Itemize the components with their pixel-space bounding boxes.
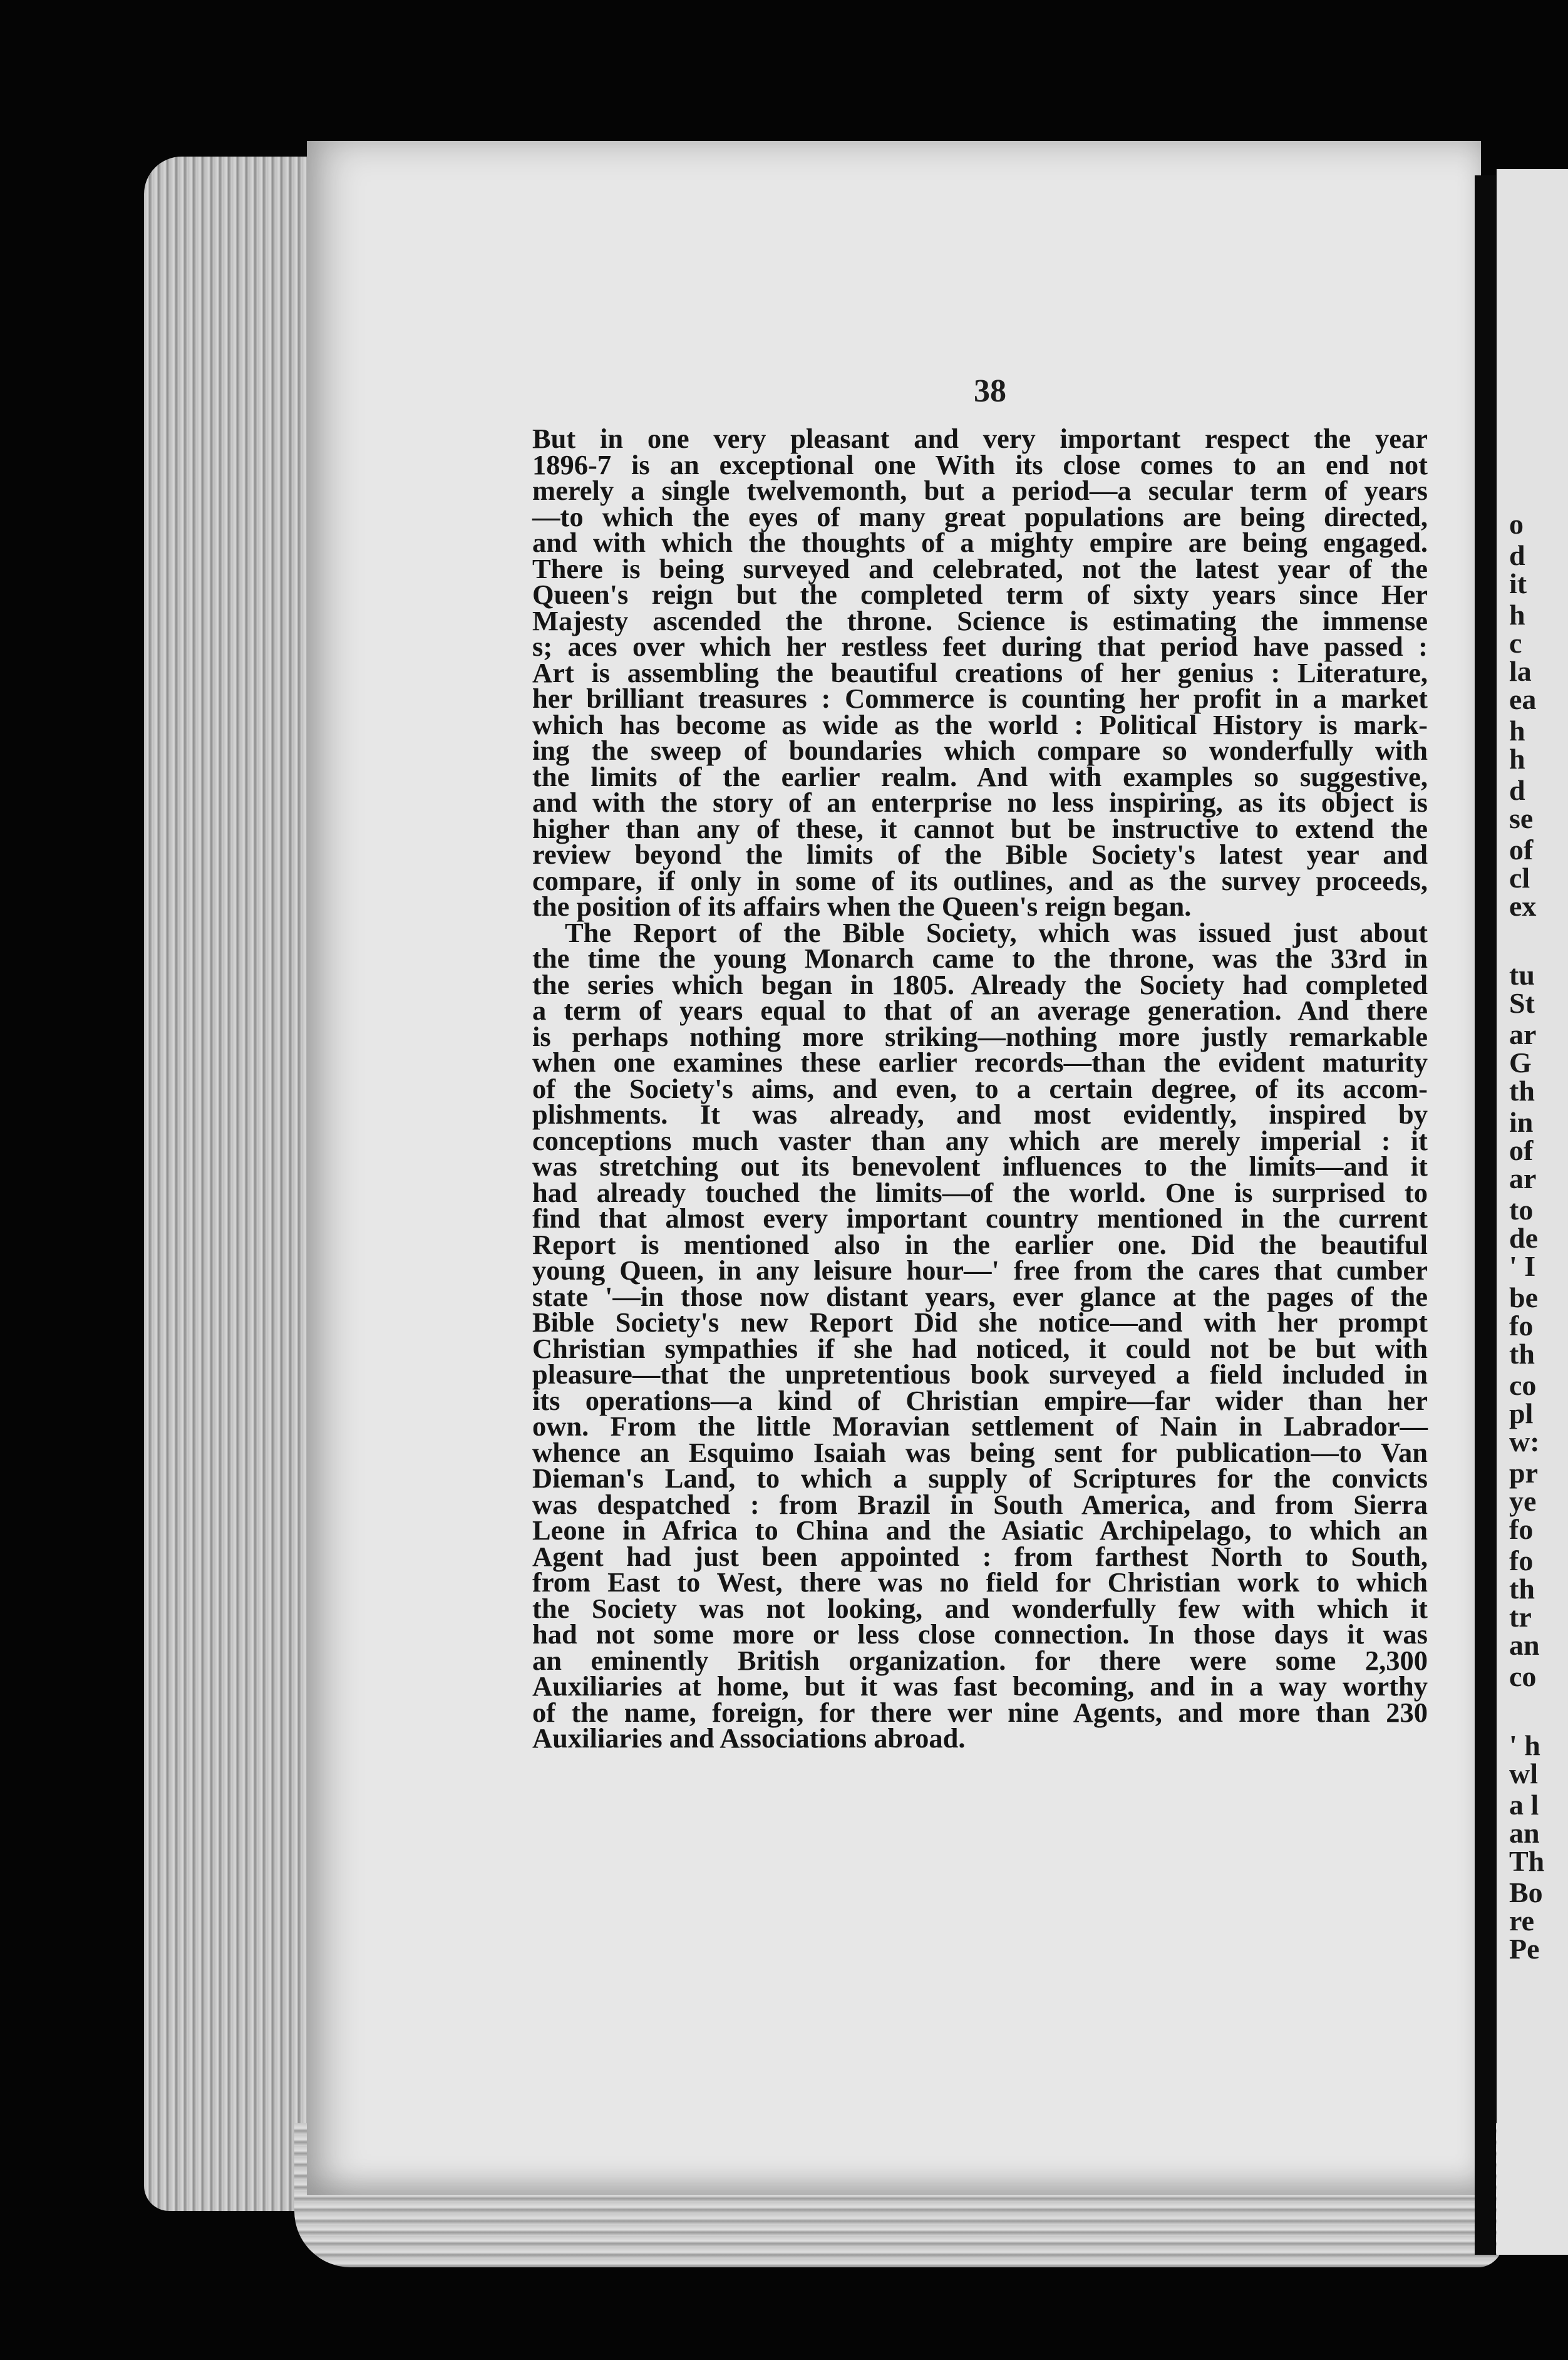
facing-page-fragment: h	[1509, 715, 1525, 747]
facing-page-fragment: Th	[1509, 1845, 1545, 1877]
text-line: the position of its affairs when the Queen's reign began.	[532, 891, 1192, 922]
facing-page-fragment: Pe	[1509, 1933, 1540, 1965]
facing-page-fragment: tr	[1509, 1601, 1532, 1633]
book-gutter	[1475, 175, 1496, 2255]
facing-page-fragment: la	[1509, 655, 1532, 687]
page-number: 38	[974, 373, 1006, 409]
text-line: of the name, foreign, for there wer nine Agents, and more than 230	[532, 1696, 1428, 1728]
facing-page-fragment: h	[1509, 743, 1525, 775]
text-line: a term of years equal to that of an average generation. And there	[532, 995, 1428, 1026]
text-line: from East to West, there was no field for Christian work to which	[532, 1566, 1428, 1598]
facing-page-fragment: th	[1509, 1573, 1535, 1605]
text-line: of the Society's aims, and even, to a certain degree, of its accom-	[532, 1072, 1428, 1104]
text-line: Agent had just been appointed : from farthest North to South,	[532, 1540, 1428, 1572]
facing-page-fragment: fo	[1509, 1513, 1534, 1545]
facing-page-fragment: an	[1509, 1629, 1540, 1661]
facing-page-fragment: ' h	[1509, 1729, 1540, 1761]
facing-page-fragment: Bo	[1509, 1876, 1543, 1908]
text-line: There is being surveyed and celebrated, not the latest year of the	[532, 552, 1428, 584]
page-edges-left	[144, 157, 332, 2211]
facing-page-fragment: ar	[1509, 1018, 1537, 1050]
text-line: —to which the eyes of many great populations are being directed,	[532, 500, 1428, 532]
text-line: and with the story of an enterprise no less inspiring, as its object is	[532, 787, 1428, 818]
text-line: Auxiliaries at home, but it was fast becoming, and in a way worthy	[532, 1670, 1428, 1702]
text-line: The Report of the Bible Society, which was issued just about	[565, 916, 1428, 948]
facing-page-fragment: th	[1509, 1338, 1535, 1370]
text-line: conceptions much vaster than any which are merely imperial : it	[532, 1124, 1428, 1156]
facing-page-fragment: St	[1509, 987, 1535, 1019]
text-line: merely a single twelvemonth, but a period—a secular term of years	[532, 475, 1428, 506]
facing-page-fragment: ar	[1509, 1162, 1537, 1194]
text-line: which has become as wide as the world : Political History is mark-	[532, 708, 1428, 740]
facing-page-fragment: ye	[1509, 1485, 1537, 1517]
facing-page-fragment: o	[1509, 508, 1524, 540]
text-line: an eminently British organization. for there were some 2,300	[532, 1644, 1428, 1676]
facing-page-fragment: re	[1509, 1905, 1535, 1937]
facing-page-fragment: pr	[1509, 1457, 1538, 1489]
text-line: had not some more or less close connection. In those days it was	[532, 1618, 1428, 1650]
text-line: own. From the little Moravian settlement of Nain in Labrador—	[532, 1410, 1428, 1442]
facing-page-fragment: d	[1509, 774, 1525, 806]
text-line: Report is mentioned also in the earlier one. Did the beautiful	[532, 1228, 1428, 1260]
text-line: was despatched : from Brazil in South America, and from Sierra	[532, 1488, 1428, 1520]
text-line: Art is assembling the beautiful creations of her genius : Literature,	[532, 656, 1428, 688]
text-line: find that almost every important country mentioned in the current	[532, 1203, 1428, 1234]
text-line: had already touched the limits—of the world. One is surprised to	[532, 1176, 1428, 1208]
facing-page-fragment: se	[1509, 802, 1534, 834]
text-line: Christian sympathies if she had noticed, it could not be but with	[532, 1332, 1428, 1364]
text-line: s; aces over which her restless feet during that period have passed :	[532, 631, 1428, 662]
facing-page-fragment: pl	[1509, 1397, 1534, 1429]
text-line: the series which began in 1805. Already the Society had completed	[532, 968, 1428, 1000]
text-line: and with which the thoughts of a mighty empire are being engaged.	[532, 527, 1428, 558]
facing-page-fragment: an	[1509, 1817, 1540, 1849]
facing-page-fragment: fo	[1509, 1310, 1534, 1342]
text-line: ing the sweep of boundaries which compare so wonderfully with	[532, 735, 1428, 766]
facing-page-fragment: of	[1509, 834, 1534, 866]
facing-page-fragment: ea	[1509, 683, 1537, 715]
facing-page-fragment: de	[1509, 1222, 1538, 1254]
facing-page	[1497, 169, 1568, 2255]
text-line: Bible Society's new Report Did she notice—and with her prompt	[532, 1307, 1428, 1338]
facing-page-fragment: a l	[1509, 1789, 1539, 1821]
text-line: whence an Esquimo Isaiah was being sent for publication—to Van	[532, 1436, 1428, 1468]
facing-page-fragment: ex	[1509, 890, 1537, 922]
text-line: pleasure—that the unpretentious book surveyed a field included in	[532, 1359, 1428, 1390]
text-line: the time the young Monarch came to the throne, was the 33rd in	[532, 943, 1428, 974]
text-line: Leone in Africa to China and the Asiatic Archipelago, to which an	[532, 1514, 1428, 1546]
text-line: plishments. It was already, and most evidently, inspired by	[532, 1099, 1428, 1130]
text-line: young Queen, in any leisure hour—' free from the cares that cumber	[532, 1255, 1428, 1286]
text-line: state '—in those now distant years, ever glance at the pages of the	[532, 1280, 1428, 1312]
facing-page-fragment: in	[1509, 1106, 1534, 1138]
text-line: when one examines these earlier records—than the evident maturity	[532, 1047, 1428, 1078]
text-line: 1896-7 is an exceptional one With its close comes to an end not	[532, 448, 1428, 480]
text-line: its operations—a kind of Christian empire—far wider than her	[532, 1384, 1428, 1416]
text-line: But in one very pleasant and very important respect the year	[532, 423, 1428, 454]
facing-page-fragment: co	[1509, 1660, 1537, 1692]
facing-page-fragment: G	[1509, 1047, 1532, 1079]
text-line: is perhaps nothing more striking—nothing more justly remarkable	[532, 1020, 1428, 1052]
facing-page-fragment: c	[1509, 627, 1522, 659]
text-line: Dieman's Land, to which a supply of Scriptures for the convicts	[532, 1462, 1428, 1494]
text-line: compare, if only in some of its outlines, and as the survey proceeds,	[532, 864, 1428, 896]
body-text	[532, 423, 1428, 1754]
facing-page-fragment: of	[1509, 1134, 1534, 1166]
text-line: Auxiliaries and Associations abroad.	[532, 1722, 966, 1754]
facing-page-fragment: wl	[1509, 1757, 1538, 1789]
facing-page-fragment: th	[1509, 1075, 1535, 1107]
text-line: Majesty ascended the throne. Science is estimating the immense	[532, 604, 1428, 636]
facing-page-fragment: it	[1509, 567, 1527, 599]
facing-page-fragment: d	[1509, 539, 1525, 571]
text-line: Queen's reign but the completed term of sixty years since Her	[532, 579, 1428, 610]
facing-page-fragment: tu	[1509, 959, 1535, 991]
facing-page-fragment: cl	[1509, 862, 1530, 894]
text-line: was stretching out its benevolent influences to the limits—and it	[532, 1151, 1428, 1182]
facing-page-fragment: fo	[1509, 1545, 1534, 1576]
text-line: her brilliant treasures : Commerce is counting her profit in a market	[532, 683, 1428, 714]
facing-page-fragment: co	[1509, 1369, 1537, 1401]
facing-page-fragment: w:	[1509, 1426, 1540, 1457]
facing-page-fragment: be	[1509, 1281, 1538, 1313]
text-line: higher than any of these, it cannot but be instructive to extend the	[532, 812, 1428, 844]
text-line: the limits of the earlier realm. And with examples so suggestive,	[532, 760, 1428, 792]
text-line: review beyond the limits of the Bible Society's latest year and	[532, 839, 1428, 870]
facing-page-fragment: ' I	[1509, 1250, 1536, 1282]
text-line: the Society was not looking, and wonderfully few with which it	[532, 1592, 1428, 1624]
facing-page-fragment: to	[1509, 1194, 1534, 1226]
facing-page-fragment: h	[1509, 599, 1525, 631]
